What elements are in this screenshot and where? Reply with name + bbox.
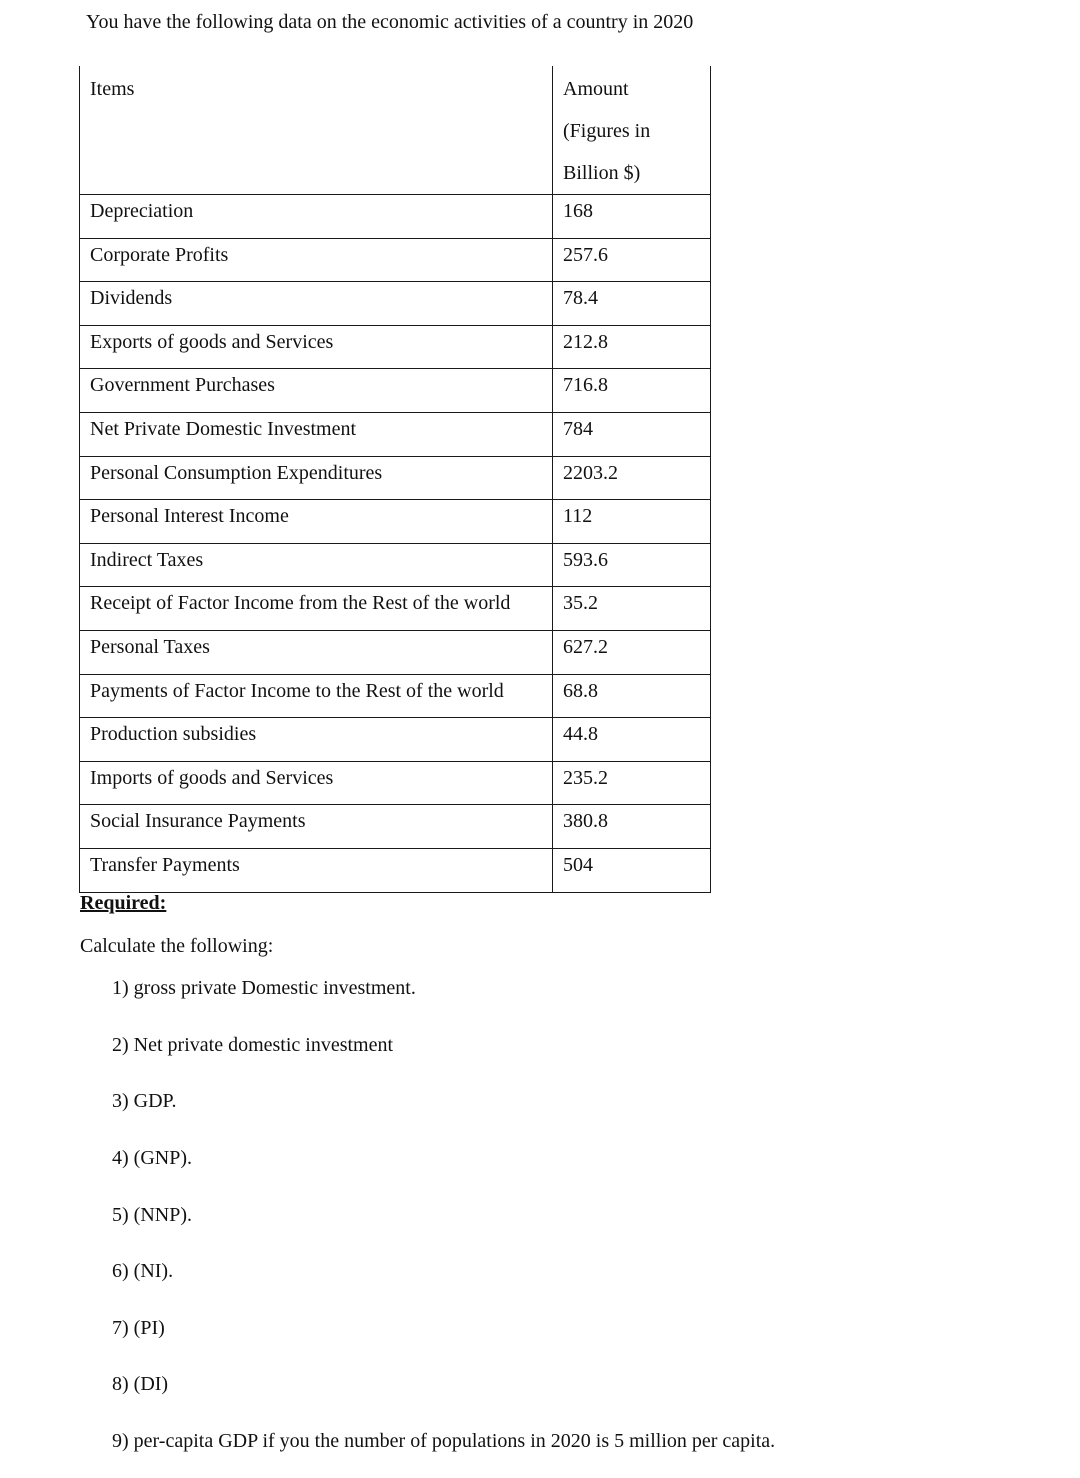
intro-text: You have the following data on the economic activities of a country in 2020	[86, 11, 694, 33]
table-row	[80, 630, 711, 674]
table-row	[80, 195, 711, 239]
row-item: Social Insurance Payments	[80, 805, 553, 849]
row-amount: 78.4	[553, 282, 711, 326]
row-item: Receipt of Factor Income from the Rest of the world	[80, 587, 553, 631]
row-item: Exports of goods and Services	[80, 325, 553, 369]
table-header-row	[80, 66, 711, 195]
table-row	[80, 543, 711, 587]
header-amount-line: Amount	[563, 78, 629, 100]
table-row	[80, 674, 711, 718]
table-row	[80, 325, 711, 369]
question-item: 6) (NI).	[112, 1260, 174, 1282]
row-amount: 35.2	[553, 587, 711, 631]
row-item: Imports of goods and Services	[80, 761, 553, 805]
row-amount: 627.2	[553, 630, 711, 674]
row-item: Personal Interest Income	[80, 500, 553, 544]
row-amount: 235.2	[553, 761, 711, 805]
question-item: 1) gross private Domestic investment.	[112, 977, 416, 999]
table-row	[80, 848, 711, 892]
table-row	[80, 805, 711, 849]
economic-data-table	[79, 66, 711, 893]
row-item: Transfer Payments	[80, 848, 553, 892]
row-item: Payments of Factor Income to the Rest of the world	[80, 674, 553, 718]
question-item: 4) (GNP).	[112, 1147, 192, 1169]
table-row	[80, 456, 711, 500]
question-item: 7) (PI)	[112, 1317, 165, 1339]
row-item: Net Private Domestic Investment	[80, 412, 553, 456]
question-item: 9) per-capita GDP if you the number of populations in 2020 is 5 million per capita.	[112, 1430, 776, 1452]
required-heading: Required:	[80, 892, 167, 914]
table-row	[80, 412, 711, 456]
table-row	[80, 282, 711, 326]
row-amount: 257.6	[553, 238, 711, 282]
question-item: 8) (DI)	[112, 1373, 169, 1395]
row-item: Dividends	[80, 282, 553, 326]
row-amount: 212.8	[553, 325, 711, 369]
row-item: Production subsidies	[80, 718, 553, 762]
row-amount: 784	[553, 412, 711, 456]
row-amount: 2203.2	[553, 456, 711, 500]
row-amount: 593.6	[553, 543, 711, 587]
row-amount: 112	[553, 500, 711, 544]
row-amount: 168	[553, 195, 711, 239]
row-item: Corporate Profits	[80, 238, 553, 282]
row-item: Depreciation	[80, 195, 553, 239]
question-item: 3) GDP.	[112, 1090, 177, 1112]
row-amount: 68.8	[553, 674, 711, 718]
row-amount: 380.8	[553, 805, 711, 849]
table-row	[80, 761, 711, 805]
header-amount-line: (Figures in	[563, 120, 651, 142]
header-amount	[553, 66, 711, 195]
row-item: Personal Taxes	[80, 630, 553, 674]
row-item: Personal Consumption Expenditures	[80, 456, 553, 500]
table-row	[80, 500, 711, 544]
row-amount: 716.8	[553, 369, 711, 413]
table-row	[80, 369, 711, 413]
row-item: Indirect Taxes	[80, 543, 553, 587]
table-row	[80, 238, 711, 282]
header-items: Items	[80, 66, 553, 195]
table-row	[80, 587, 711, 631]
row-amount: 504	[553, 848, 711, 892]
header-amount-line: Billion $)	[563, 162, 641, 184]
question-item: 5) (NNP).	[112, 1204, 192, 1226]
row-item: Government Purchases	[80, 369, 553, 413]
question-item: 2) Net private domestic investment	[112, 1034, 394, 1056]
table-row	[80, 718, 711, 762]
row-amount: 44.8	[553, 718, 711, 762]
calculate-instruction: Calculate the following:	[80, 935, 274, 957]
